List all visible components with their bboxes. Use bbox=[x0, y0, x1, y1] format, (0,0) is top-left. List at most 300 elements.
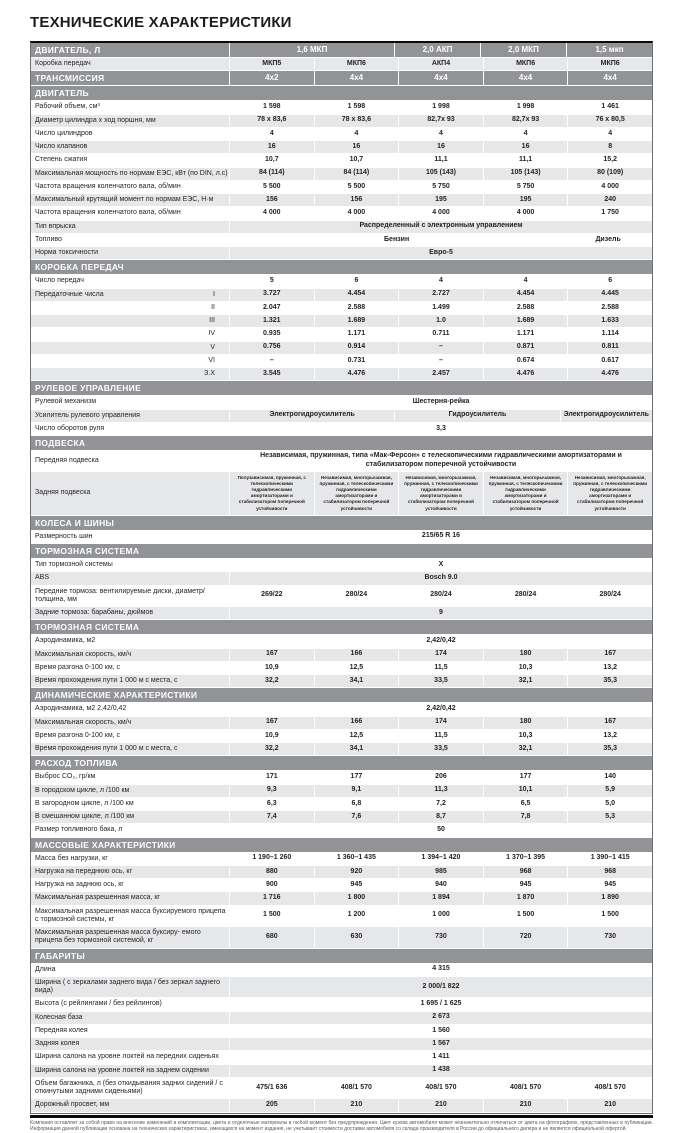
row-values bbox=[229, 544, 652, 558]
row-label-text: Степень сжатия bbox=[35, 156, 88, 164]
spec-value-cell: Независимая, пружинная, типа «Мак-Ферсон» с телескопическими гидравлическими амортизаторами и стабилизатором поперечной устойчивости bbox=[229, 451, 652, 471]
row-values bbox=[229, 838, 652, 852]
gear-label: I bbox=[213, 290, 215, 298]
spec-value-cell: 35,3 bbox=[567, 675, 652, 687]
row-label bbox=[31, 838, 229, 852]
spec-value-cell: 10,7 bbox=[314, 154, 399, 166]
section-header-row bbox=[31, 620, 652, 635]
spec-row bbox=[31, 247, 652, 260]
spec-value-cell: 82,7х 93 bbox=[483, 115, 568, 127]
row-values bbox=[229, 798, 652, 810]
row-label-text: Аэродинамика, м2 bbox=[35, 637, 96, 645]
spec-row bbox=[31, 328, 652, 341]
spec-value-cell: 4х4 bbox=[567, 71, 652, 85]
row-label bbox=[31, 853, 229, 865]
spec-value-cell: Bosch 9.0 bbox=[229, 572, 652, 584]
row-values bbox=[229, 472, 652, 515]
row-values bbox=[229, 1099, 652, 1111]
spec-value-cell: Дизель bbox=[563, 234, 652, 246]
row-label bbox=[31, 675, 229, 687]
spec-value-cell: 2.588 bbox=[567, 302, 652, 314]
spec-value-cell: 78 х 83,6 bbox=[314, 115, 399, 127]
row-label bbox=[31, 998, 229, 1010]
spec-value-cell: 210 bbox=[398, 1099, 483, 1111]
spec-value-cell: 1 500 bbox=[567, 906, 652, 927]
row-label-text: В загородном цикле, л /100 км bbox=[35, 799, 134, 807]
spec-value-cell: 985 bbox=[398, 866, 483, 878]
spec-value-cell: 4х4 bbox=[483, 71, 568, 85]
spec-value-cell: 50 bbox=[229, 824, 652, 836]
row-values bbox=[229, 1012, 652, 1024]
spec-row bbox=[31, 368, 652, 381]
row-values bbox=[229, 141, 652, 153]
row-label-text: Нагрузка на заднюю ось, кг bbox=[35, 881, 124, 889]
row-label-text: Колесная база bbox=[35, 1013, 83, 1021]
spec-value-cell: 1 000 bbox=[398, 906, 483, 927]
spec-value-cell: 475/1 636 bbox=[229, 1078, 314, 1099]
spec-row bbox=[31, 607, 652, 620]
spec-value-cell: МКП6 bbox=[567, 58, 652, 70]
row-label bbox=[31, 717, 229, 729]
row-label-text: Максимальная разрешенная масса, кг bbox=[35, 894, 160, 902]
spec-value-cell: 174 bbox=[398, 649, 483, 661]
row-values bbox=[229, 620, 652, 634]
spec-value-cell: 32,2 bbox=[229, 743, 314, 755]
spec-value-cell: 630 bbox=[314, 927, 399, 948]
spec-value-cell: 4 bbox=[398, 128, 483, 140]
section-header-row bbox=[31, 838, 652, 853]
spec-value-cell: 0.871 bbox=[483, 342, 568, 354]
spec-value-cell: 10,3 bbox=[483, 662, 568, 674]
row-label bbox=[31, 168, 229, 180]
row-label bbox=[31, 572, 229, 584]
row-label-text: Норма токсичности bbox=[35, 249, 99, 257]
spec-value-cell: 11,1 bbox=[483, 154, 568, 166]
spec-value-cell: 195 bbox=[483, 194, 568, 206]
spec-value-cell: 1 360–1 435 bbox=[314, 853, 399, 865]
spec-value-cell: 6,3 bbox=[229, 798, 314, 810]
row-label bbox=[31, 531, 229, 543]
spec-value-cell: 16 bbox=[229, 141, 314, 153]
row-label bbox=[31, 396, 229, 408]
spec-value-cell: 3.727 bbox=[229, 289, 314, 301]
row-values bbox=[229, 154, 652, 166]
spec-value-cell: 1.0 bbox=[398, 315, 483, 327]
row-label bbox=[31, 289, 229, 301]
spec-value-cell: 4 bbox=[483, 128, 568, 140]
spec-value-cell: 13,2 bbox=[567, 662, 652, 674]
row-label bbox=[31, 181, 229, 193]
spec-value-cell: 177 bbox=[314, 771, 399, 783]
spec-value-cell: 5 500 bbox=[229, 181, 314, 193]
row-values bbox=[229, 586, 652, 607]
spec-row bbox=[31, 906, 652, 928]
row-label bbox=[31, 275, 229, 287]
row-label bbox=[31, 688, 229, 702]
spec-value-cell: 9,3 bbox=[229, 785, 314, 797]
row-values bbox=[229, 559, 652, 571]
spec-value-cell: 4.454 bbox=[314, 289, 399, 301]
spec-value-cell: 900 bbox=[229, 879, 314, 891]
row-values bbox=[229, 1038, 652, 1050]
spec-value-cell: 4х4 bbox=[314, 71, 399, 85]
row-values bbox=[229, 1078, 652, 1099]
row-values bbox=[229, 86, 652, 100]
spec-row bbox=[31, 771, 652, 784]
spec-value-cell: 880 bbox=[229, 866, 314, 878]
row-values bbox=[229, 368, 652, 380]
spec-value-cell: 34,1 bbox=[314, 743, 399, 755]
spec-value-cell: 5,9 bbox=[567, 785, 652, 797]
row-label-text: Топливо bbox=[35, 235, 62, 243]
spec-value-cell: 1.689 bbox=[314, 315, 399, 327]
header-engine-label bbox=[31, 43, 229, 57]
spec-row bbox=[31, 207, 652, 220]
row-label-text: Масса без нагрузки, кг bbox=[35, 854, 108, 862]
spec-value-cell: 1.114 bbox=[567, 328, 652, 340]
row-values bbox=[229, 743, 652, 755]
spec-value-cell: 80 (109) bbox=[567, 168, 652, 180]
spec-value-cell: 11,1 bbox=[398, 154, 483, 166]
spec-value-cell: 1 598 bbox=[229, 101, 314, 113]
row-label-text: Усилитель рулевого управления bbox=[35, 411, 140, 419]
spec-value-cell: 0.756 bbox=[229, 342, 314, 354]
spec-row bbox=[31, 181, 652, 194]
spec-value-cell: 8 bbox=[567, 141, 652, 153]
row-values bbox=[229, 234, 652, 246]
row-values bbox=[229, 756, 652, 770]
spec-value-cell: Электрогидроусилитель bbox=[560, 410, 652, 422]
spec-value-cell: Независимая, многорычажная, пружинная, с телескопическими гидравлическими амортизаторами и стабилизатором поперечной устойчивости bbox=[483, 472, 568, 515]
gear-label: III bbox=[209, 317, 215, 325]
spec-value-cell: Гидроусилитель bbox=[394, 410, 559, 422]
row-label bbox=[31, 1012, 229, 1024]
row-label-text: Время разгона 0-100 км, с bbox=[35, 663, 121, 671]
row-label bbox=[31, 743, 229, 755]
row-label bbox=[31, 620, 229, 634]
spec-row bbox=[31, 302, 652, 315]
spec-value-cell: 1 500 bbox=[483, 906, 568, 927]
spec-value-cell: 206 bbox=[398, 771, 483, 783]
spec-value-cell: 2.457 bbox=[398, 368, 483, 380]
spec-value-cell: Полузависимая, пружинная, с телескопическими гидравлическими амортизаторами и стабилизатором поперечной устойчивости bbox=[229, 472, 314, 515]
spec-value-cell: 210 bbox=[483, 1099, 568, 1111]
spec-value-cell: 82,7х 93 bbox=[398, 115, 483, 127]
spec-value-cell: Распределенный с электронным управлением bbox=[229, 221, 652, 233]
row-label bbox=[31, 115, 229, 127]
spec-row bbox=[31, 853, 652, 866]
spec-row bbox=[31, 1065, 652, 1078]
row-label-text: Частота вращения коленчатого вала, об/мин bbox=[35, 209, 181, 217]
row-values bbox=[229, 247, 652, 259]
row-label bbox=[31, 423, 229, 435]
row-label-text: ABS bbox=[35, 574, 50, 582]
row-label-text: Ширина салона на уровне локтей на передних сиденьях bbox=[35, 1053, 219, 1061]
spec-value-cell: 1 598 bbox=[314, 101, 399, 113]
row-label bbox=[31, 927, 229, 948]
row-values bbox=[229, 977, 652, 998]
spec-row bbox=[31, 879, 652, 892]
spec-row bbox=[31, 396, 652, 409]
row-label-text: Передняя колея bbox=[35, 1026, 88, 1034]
row-label bbox=[31, 586, 229, 607]
row-values bbox=[229, 1065, 652, 1077]
spec-value-cell: 166 bbox=[314, 649, 399, 661]
row-label-text: Высота (с рейлингами / без рейлингов) bbox=[35, 1000, 162, 1008]
row-label-text: Ширина салона на уровне локтей на заднем сидении bbox=[35, 1066, 209, 1074]
spec-row bbox=[31, 703, 652, 716]
row-label bbox=[31, 410, 229, 422]
row-label-text: Аэродинамика, м2 2,42/0,42 bbox=[35, 705, 127, 713]
row-values bbox=[229, 423, 652, 435]
section-title: ГАБАРИТЫ bbox=[35, 950, 86, 961]
spec-value-cell: 1 870 bbox=[483, 892, 568, 904]
row-label bbox=[31, 436, 229, 450]
spec-value-cell: 2.588 bbox=[314, 302, 399, 314]
spec-value-cell: 4 000 bbox=[483, 207, 568, 219]
spec-value-cell: 10,7 bbox=[229, 154, 314, 166]
gear-label: V bbox=[210, 343, 215, 351]
spec-row bbox=[31, 101, 652, 114]
row-values bbox=[229, 355, 652, 367]
row-values bbox=[229, 688, 652, 702]
spec-value-cell: 4 bbox=[567, 128, 652, 140]
spec-row bbox=[31, 572, 652, 585]
spec-value-cell: 32,2 bbox=[229, 675, 314, 687]
spec-value-cell: 0.811 bbox=[567, 342, 652, 354]
row-values bbox=[229, 607, 652, 619]
spec-row bbox=[31, 194, 652, 207]
spec-value-cell: 1 390–1 415 bbox=[567, 853, 652, 865]
spec-value-cell: 1 190–1 260 bbox=[229, 853, 314, 865]
page-title: ТЕХНИЧЕСКИЕ ХАРАКТЕРИСТИКИ bbox=[30, 14, 292, 31]
spec-value-cell: 35,3 bbox=[567, 743, 652, 755]
spec-value-cell: 167 bbox=[567, 717, 652, 729]
row-label bbox=[31, 866, 229, 878]
row-label-text: Рулевой механизм bbox=[35, 398, 97, 406]
section-header-row bbox=[31, 516, 652, 531]
spec-row bbox=[31, 1038, 652, 1051]
variant-group-label: 1,5 мкп bbox=[566, 43, 652, 57]
spec-table bbox=[30, 41, 653, 1114]
row-values bbox=[229, 730, 652, 742]
row-label-text: Максимальная скорость, км/ч bbox=[35, 650, 132, 658]
row-label bbox=[31, 247, 229, 259]
spec-value-cell: 167 bbox=[229, 649, 314, 661]
row-values bbox=[229, 516, 652, 530]
row-label bbox=[31, 730, 229, 742]
row-values bbox=[229, 328, 652, 340]
spec-value-cell: 76 х 80,5 bbox=[567, 115, 652, 127]
spec-value-cell: 167 bbox=[567, 649, 652, 661]
row-values bbox=[229, 115, 652, 127]
spec-value-cell: 33,5 bbox=[398, 675, 483, 687]
spec-value-cell: 1 370–1 395 bbox=[483, 853, 568, 865]
spec-value-cell: 2,42/0,42 bbox=[229, 635, 652, 647]
row-values bbox=[229, 824, 652, 836]
row-label-text: Коробка передач bbox=[35, 60, 91, 68]
spec-row bbox=[31, 1025, 652, 1038]
row-label-text: Время прохождения пути 1 000 м с места, с bbox=[35, 677, 178, 685]
row-label-text: Максимальная скорость, км/ч bbox=[35, 718, 132, 726]
spec-row bbox=[31, 355, 652, 368]
spec-row bbox=[31, 234, 652, 247]
row-label-text: Длина bbox=[35, 965, 56, 973]
gear-label: З.Х bbox=[204, 370, 215, 378]
spec-value-cell: 167 bbox=[229, 717, 314, 729]
spec-value-cell: 13,2 bbox=[567, 730, 652, 742]
spec-value-cell: 1 461 bbox=[567, 101, 652, 113]
spec-value-cell: 32,1 bbox=[483, 743, 568, 755]
spec-value-cell: 920 bbox=[314, 866, 399, 878]
row-values bbox=[229, 71, 652, 85]
spec-value-cell: 16 bbox=[483, 141, 568, 153]
section-title: ДИНАМИЧЕСКИЕ ХАРАКТЕРИСТИКИ bbox=[35, 690, 198, 701]
spec-row bbox=[31, 662, 652, 675]
spec-value-cell: 1.321 bbox=[229, 315, 314, 327]
spec-value-cell: 174 bbox=[398, 717, 483, 729]
gear-label: VI bbox=[208, 356, 215, 364]
row-label-text: Объем багажника, л (без откидывания задних сидений / с откинутыми задними сиденьями) bbox=[35, 1079, 223, 1096]
row-values bbox=[229, 58, 652, 70]
row-values bbox=[229, 168, 652, 180]
spec-row bbox=[31, 798, 652, 811]
spec-value-cell: 280/24 bbox=[483, 586, 568, 607]
row-label-text: Максимальный крутящий момент по нормам ЕЭС, Н·м bbox=[35, 196, 214, 204]
row-label bbox=[31, 451, 229, 471]
spec-row bbox=[31, 586, 652, 608]
spec-value-cell: 4.476 bbox=[483, 368, 568, 380]
spec-value-cell: 205 bbox=[229, 1099, 314, 1111]
spec-value-cell: 2 673 bbox=[229, 1012, 652, 1024]
spec-value-cell: 9 bbox=[229, 607, 652, 619]
spec-row bbox=[31, 115, 652, 128]
spec-value-cell: 408/1 570 bbox=[398, 1078, 483, 1099]
spec-value-cell: 33,5 bbox=[398, 743, 483, 755]
row-values bbox=[229, 289, 652, 301]
spec-value-cell: 6,8 bbox=[314, 798, 399, 810]
spec-row bbox=[31, 892, 652, 905]
spec-value-cell: Электрогидроусилитель bbox=[229, 410, 394, 422]
row-label bbox=[31, 71, 229, 85]
spec-value-cell: 4.476 bbox=[314, 368, 399, 380]
spec-value-cell: 4 bbox=[398, 275, 483, 287]
spec-value-cell: 720 bbox=[483, 927, 568, 948]
spec-value-cell: 1 394–1 420 bbox=[398, 853, 483, 865]
spec-value-cell: 171 bbox=[229, 771, 314, 783]
spec-value-cell: 8,7 bbox=[398, 811, 483, 823]
spec-value-cell: 4 000 bbox=[567, 181, 652, 193]
row-values bbox=[229, 381, 652, 395]
spec-value-cell: 7,6 bbox=[314, 811, 399, 823]
row-label bbox=[31, 302, 229, 314]
row-values bbox=[229, 101, 652, 113]
row-values bbox=[229, 451, 652, 471]
spec-value-cell: 5,3 bbox=[567, 811, 652, 823]
spec-value-cell: 16 bbox=[314, 141, 399, 153]
spec-value-cell: Шестерня-рейка bbox=[229, 396, 652, 408]
spec-value-cell: 4.454 bbox=[483, 289, 568, 301]
spec-row bbox=[31, 977, 652, 999]
row-values bbox=[229, 927, 652, 948]
spec-value-cell: – bbox=[229, 355, 314, 367]
row-values bbox=[229, 811, 652, 823]
row-label-text: Частота вращения коленчатого вала, об/мин bbox=[35, 182, 181, 190]
row-label-text: Диаметр цилиндра х ход поршня, мм bbox=[35, 116, 156, 124]
row-label-text: Максимальная разрешенная масса буксиру- емого прицепа без тормозной системой, кг bbox=[35, 929, 201, 945]
spec-value-cell: 2.727 bbox=[398, 289, 483, 301]
section-header-row bbox=[31, 260, 652, 275]
section-title: ТОРМОЗНАЯ СИСТЕМА bbox=[35, 545, 140, 556]
spec-value-cell: 140 bbox=[567, 771, 652, 783]
row-label bbox=[31, 516, 229, 530]
spec-value-cell: 4х4 bbox=[398, 71, 483, 85]
row-values bbox=[229, 436, 652, 450]
row-label-text: В смешанном цикле, л /100 км bbox=[35, 813, 135, 821]
variant-group-label: 2,0 МКП bbox=[480, 43, 566, 57]
section-title: КОРОБКА ПЕРЕДАЧ bbox=[35, 262, 124, 273]
spec-value-cell: 4 bbox=[314, 128, 399, 140]
row-label bbox=[31, 101, 229, 113]
spec-value-cell: 730 bbox=[398, 927, 483, 948]
section-header-row bbox=[31, 688, 652, 703]
row-label bbox=[31, 785, 229, 797]
spec-value-cell: 0.731 bbox=[314, 355, 399, 367]
row-label bbox=[31, 342, 229, 354]
spec-value-cell: 4 bbox=[483, 275, 568, 287]
spec-value-cell: 105 (143) bbox=[398, 168, 483, 180]
spec-row bbox=[31, 531, 652, 544]
spec-value-cell: 84 (114) bbox=[314, 168, 399, 180]
row-values bbox=[229, 194, 652, 206]
row-label-text: Число передач bbox=[35, 277, 84, 285]
row-values bbox=[229, 1051, 652, 1063]
spec-value-cell: 32,1 bbox=[483, 675, 568, 687]
spec-value-cell: X bbox=[229, 559, 652, 571]
spec-value-cell: 10,9 bbox=[229, 730, 314, 742]
row-label-text: Число цилиндров bbox=[35, 129, 93, 137]
row-values bbox=[229, 662, 652, 674]
row-label bbox=[31, 1065, 229, 1077]
spec-row bbox=[31, 410, 652, 423]
spec-value-cell: 34,1 bbox=[314, 675, 399, 687]
row-label bbox=[31, 472, 229, 515]
row-values bbox=[229, 879, 652, 891]
row-label bbox=[31, 798, 229, 810]
row-values bbox=[229, 396, 652, 408]
spec-value-cell: 1.633 bbox=[567, 315, 652, 327]
row-label bbox=[31, 662, 229, 674]
spec-value-cell: 730 bbox=[567, 927, 652, 948]
spec-value-cell: 1.171 bbox=[483, 328, 568, 340]
row-values bbox=[229, 128, 652, 140]
spec-value-cell: – bbox=[398, 342, 483, 354]
spec-value-cell: 16 bbox=[398, 141, 483, 153]
gear-label: IV bbox=[208, 330, 215, 338]
spec-value-cell: 0.914 bbox=[314, 342, 399, 354]
spec-value-cell: 408/1 570 bbox=[314, 1078, 399, 1099]
section-title: РУЛЕВОЕ УПРАВЛЕНИЕ bbox=[35, 383, 142, 394]
spec-value-cell: 1 500 bbox=[229, 906, 314, 927]
spec-value-cell: 0.617 bbox=[567, 355, 652, 367]
spec-row bbox=[31, 154, 652, 167]
spec-value-cell: 78 х 83,6 bbox=[229, 115, 314, 127]
spec-value-cell: – bbox=[398, 355, 483, 367]
row-label bbox=[31, 824, 229, 836]
spec-value-cell: 280/24 bbox=[314, 586, 399, 607]
spec-value-cell: 105 (143) bbox=[483, 168, 568, 180]
spec-value-cell: АКП4 bbox=[398, 58, 483, 70]
